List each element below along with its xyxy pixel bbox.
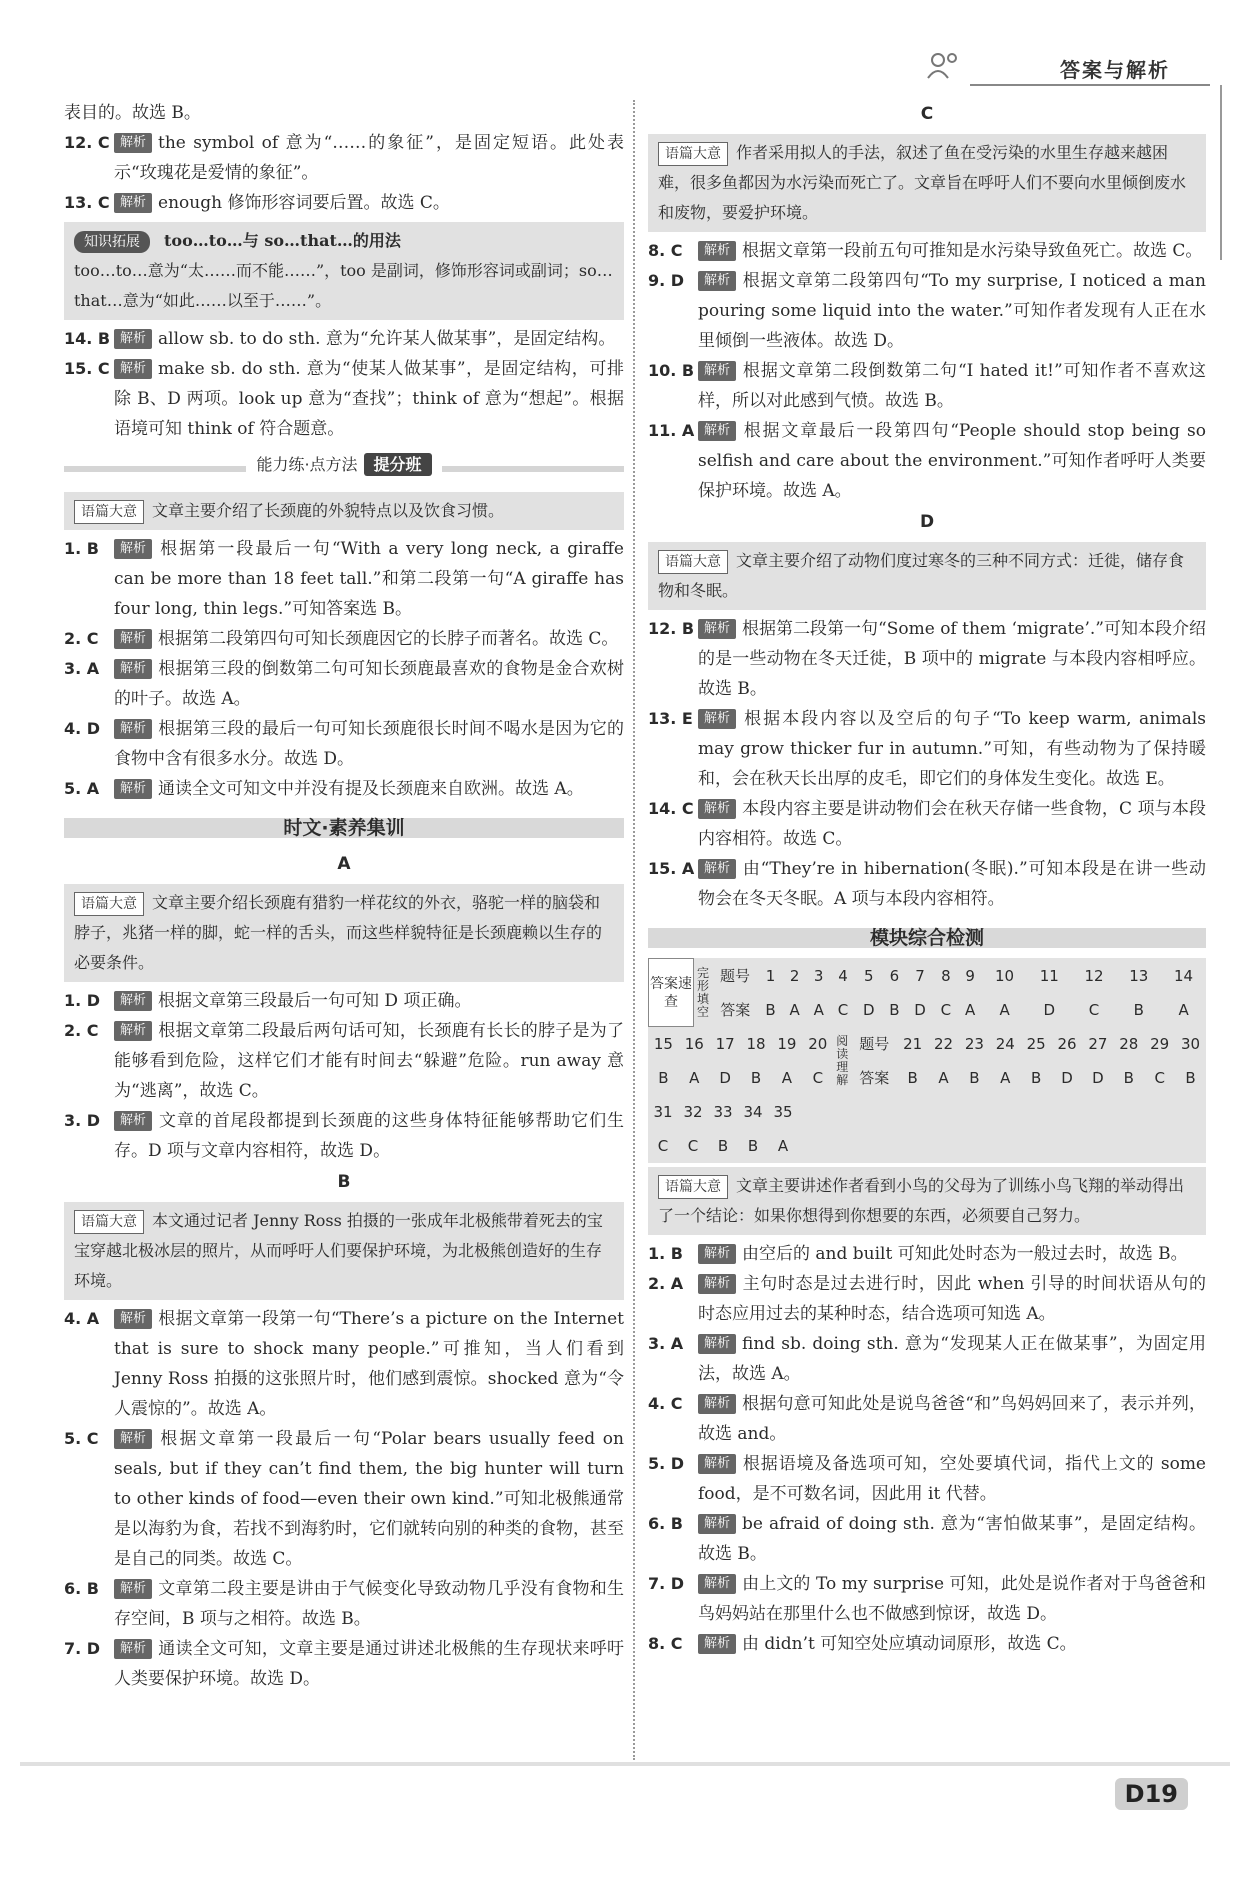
- qnum: 27: [1088, 1035, 1108, 1053]
- jiexi-tag: 解析: [114, 991, 152, 1011]
- answer-item: [648, 854, 1206, 914]
- answer-item: [648, 794, 1206, 854]
- qnum: 2: [789, 966, 800, 985]
- summary-box: [64, 884, 624, 982]
- jiexi-tag: 解析: [698, 1634, 736, 1654]
- summary-tag: 语篇大意: [658, 550, 728, 574]
- qnum-label: 题号: [859, 1035, 890, 1053]
- qnum: 4: [838, 966, 848, 985]
- jiexi-tag: 解析: [114, 1111, 152, 1131]
- qnum: 28: [1119, 1035, 1139, 1053]
- qnum: 23: [964, 1035, 984, 1053]
- jiexi-tag: 解析: [114, 193, 152, 213]
- summary-box: [648, 542, 1206, 610]
- person-icon: [926, 50, 960, 80]
- answer-number: 2. A: [648, 1274, 684, 1293]
- header-rule: [970, 84, 1210, 86]
- reading-label: 阅读理解: [836, 1034, 849, 1087]
- answer-item: [648, 356, 1206, 416]
- section-title: 模块综合检测: [869, 927, 984, 949]
- summary-text: 文章主要介绍了长颈鹿的外貌特点以及饮食习惯。: [152, 501, 505, 520]
- answer-item: [64, 98, 624, 128]
- answer-text: 根据文章第一段第一句“There’s a picture on the Internet that is sure to shock many people.”可推知，当人们看到 Jenny Ross 拍摄的这张照片时，他们感到震惊。shocked 意为“令人震惊的”。故选 A。: [114, 1309, 624, 1419]
- answer-number: 7. D: [648, 1574, 685, 1593]
- jiexi-tag: 解析: [114, 539, 152, 559]
- answer-item: [648, 1329, 1206, 1389]
- part-label: D: [919, 512, 935, 532]
- footer-rule: [20, 1762, 1230, 1766]
- answer-text: be afraid of doing sth. 意为“害怕做某事”，是固定结构。故选 B。: [698, 1514, 1206, 1564]
- answer-text: 根据文章第一段前五句可推知是水污染导致鱼死亡。故选 C。: [742, 241, 1203, 261]
- jiexi-tag: 解析: [698, 1514, 736, 1534]
- qnum: 12: [1084, 966, 1104, 985]
- jiexi-tag: 解析: [114, 659, 152, 679]
- answer-key-label: 答案速查: [650, 975, 692, 1010]
- answer-number: 8. C: [648, 1634, 683, 1653]
- ans: B: [969, 1069, 980, 1087]
- answer-item: [64, 624, 624, 654]
- answer-item: [64, 1634, 624, 1694]
- answer-item: [64, 354, 624, 444]
- ans: A: [781, 1069, 793, 1087]
- answer-number: 1. B: [64, 539, 99, 558]
- answer-number: 11. A: [648, 421, 695, 440]
- qnum: 8: [941, 966, 951, 985]
- qnum: 11: [1039, 966, 1059, 985]
- qnum: 1: [765, 966, 776, 985]
- answer-text: 根据语境及备选项可知，空处要填代词，指代上文的 some food，是不可数名词，因此用 it 代替。: [698, 1454, 1206, 1504]
- ans: B: [907, 1069, 918, 1087]
- jiexi-tag: 解析: [114, 329, 152, 349]
- qnum: 20: [808, 1035, 828, 1053]
- ans: C: [837, 1000, 849, 1019]
- answer-number: 6. B: [648, 1514, 683, 1533]
- ans: C: [940, 1000, 952, 1019]
- jiexi-tag: 解析: [698, 1334, 736, 1354]
- answer-text: the symbol of 意为“……的象征”，是固定短语。此处表示“玫瑰花是爱情的象征”。: [114, 133, 624, 183]
- answer-item: [64, 986, 624, 1016]
- answer-text: 由 didn’t 可知空处应填动词原形，故选 C。: [742, 1634, 1077, 1654]
- answer-text: 主句时态是过去进行时，因此 when 引导的时间状语从句的时态应用过去的某种时态，结合选项可知选 A。: [698, 1274, 1206, 1324]
- answer-number: 2. C: [64, 629, 99, 648]
- ans: B: [1133, 1000, 1144, 1019]
- answer-item: [648, 614, 1206, 704]
- answer-number: 3. D: [64, 1111, 101, 1130]
- qnum: 5: [864, 966, 874, 985]
- answer-text: 表目的。故选 B。: [64, 103, 201, 123]
- answer-number: 10. B: [648, 361, 695, 380]
- answer-number: 3. A: [648, 1334, 684, 1353]
- summary-tag: 语篇大意: [658, 1175, 728, 1199]
- answer-number: 4. C: [648, 1394, 683, 1413]
- answer-item: [64, 1304, 624, 1424]
- answer-number: 12. B: [648, 619, 695, 638]
- summary-tag: 语篇大意: [658, 142, 728, 166]
- answer-text: 根据第三段的倒数第二句可知长颈鹿最喜欢的食物是金合欢树的叶子。故选 A。: [114, 659, 624, 709]
- answer-text: 由“They’re in hibernation(冬眠).”可知本段是在讲一些动物会在冬天冬眠。A 项与本段内容相符。: [698, 859, 1206, 909]
- qnum: 16: [684, 1035, 704, 1053]
- answer-item: [64, 324, 624, 354]
- qnum: 6: [889, 966, 900, 985]
- knowledge-title: too…to…与 so…that…的用法: [164, 231, 401, 250]
- ans: C: [657, 1137, 669, 1155]
- page-header: [910, 40, 1210, 90]
- part-label: A: [337, 854, 351, 874]
- answer-text: 根据第一段最后一句“With a very long neck, a giraffe can be more than 18 feet tall.”和第二段第一句“A giraffe has four long, thin legs.”可知答案选 B。: [114, 539, 624, 619]
- summary-box: [648, 1167, 1206, 1235]
- jiexi-tag: 解析: [114, 133, 152, 153]
- answer-item: [64, 714, 624, 774]
- qnum: 35: [773, 1103, 793, 1121]
- summary-text: 文章主要讲述作者看到小鸟的父母为了训练小鸟飞翔的举动得出了一个结论：如果你想得到你想要的东西，必须要自己努力。: [658, 1176, 1185, 1225]
- section-heading: [648, 918, 1206, 958]
- answer-text: 根据句意可知此处是说鸟爸爸“和”鸟妈妈回来了，表示并列，故选 and。: [698, 1394, 1206, 1444]
- answer-text: 由空后的 and built 可知此处时态为一般过去时，故选 B。: [742, 1244, 1188, 1264]
- header-title: 答案与解析: [1060, 58, 1170, 82]
- jiexi-tag: 解析: [698, 1574, 736, 1594]
- answer-item: [648, 266, 1206, 356]
- jiexi-tag: 解析: [114, 1309, 152, 1329]
- summary-text: 文章主要介绍了动物们度过寒冬的三种不同方式：迁徙，储存食物和冬眠。: [658, 551, 1185, 600]
- answer-number: 2. C: [64, 1021, 99, 1040]
- answer-text: 根据文章最后一段第四句“People should stop being so selfish and care about the environment.”可知作者呼吁人类要保护环境。故选 A。: [698, 421, 1206, 501]
- jiexi-tag: 解析: [114, 719, 152, 739]
- jiexi-tag: 解析: [114, 1579, 152, 1599]
- answer-item: [648, 704, 1206, 794]
- summary-tag: 语篇大意: [74, 500, 144, 524]
- ans: A: [999, 1000, 1010, 1019]
- answer-text: 根据文章第三段最后一句可知 D 项正确。: [158, 991, 472, 1011]
- section-label: 能力练·点方法: [256, 455, 358, 474]
- answer-item: [648, 1509, 1206, 1569]
- ans: A: [813, 1000, 824, 1019]
- ans: C: [1088, 1000, 1100, 1019]
- ans: B: [1185, 1069, 1196, 1087]
- part-label: C: [920, 104, 934, 124]
- qnum: 18: [746, 1035, 766, 1053]
- answer-text: allow sb. to do sth. 意为“允许某人做某事”，是固定结构。: [158, 329, 616, 349]
- ans: B: [765, 1000, 776, 1019]
- jiexi-tag: 解析: [698, 421, 736, 441]
- qnum: 15: [653, 1035, 673, 1053]
- answer-number: 7. D: [64, 1639, 101, 1658]
- ans: A: [965, 1000, 976, 1019]
- qnum: 19: [777, 1035, 797, 1053]
- ans: B: [1123, 1069, 1134, 1087]
- summary-box: [64, 1202, 624, 1300]
- qnum: 14: [1174, 966, 1194, 985]
- answer-text: find sb. doing sth. 意为“发现某人正在做某事”，为固定用法，故选 A。: [698, 1334, 1206, 1384]
- answer-text: 通读全文可知，文章主要是通过讲述北极熊的生存现状来呼吁人类要保护环境。故选 D。: [114, 1639, 624, 1689]
- answer-item: [648, 1389, 1206, 1449]
- answer-text: 根据文章第二段最后两句话可知，长颈鹿有长长的脖子是为了能够看到危险，这样它们才能有时间去“躲避”危险。run away 意为“逃离”，故选 C。: [114, 1021, 624, 1101]
- qnum: 32: [683, 1103, 703, 1121]
- answer-number: 15. C: [64, 359, 110, 378]
- ans: B: [747, 1137, 759, 1155]
- answer-item: [648, 236, 1206, 266]
- ans: B: [1031, 1069, 1042, 1087]
- qnum: 31: [653, 1103, 673, 1121]
- answer-text: 根据文章第一段最后一句“Polar bears usually feed on seals, but if they can’t find them, the big hunter will turn to other kinds of food—even their own kind.”可知北极熊通常是以海豹为食，若找不到海豹时，它们就转向别的种类的食物，甚至是自己的同类。故选 C。: [114, 1429, 624, 1569]
- jiexi-tag: 解析: [698, 1274, 736, 1294]
- answer-number: 6. B: [64, 1579, 99, 1598]
- answer-text: 根据本段内容以及空后的句子“To keep warm, animals may grow thicker fur in autumn.”可知，有些动物为了保持暖和，会在秋天长出厚的皮毛，即它们的身体发生变化。故选 E。: [698, 709, 1206, 789]
- answer-number: 9. D: [648, 271, 685, 290]
- ans: A: [789, 1000, 800, 1019]
- ans: A: [1178, 1000, 1189, 1019]
- jiexi-tag: 解析: [114, 629, 152, 649]
- ans-label: 答案: [720, 1000, 751, 1019]
- answer-item: [648, 1629, 1206, 1659]
- ans: B: [750, 1069, 762, 1087]
- answer-number: 14. B: [64, 329, 111, 348]
- qnum: 29: [1150, 1035, 1170, 1053]
- summary-text: 文章主要介绍长颈鹿有猎豹一样花纹的外衣，骆驼一样的脑袋和脖子，兆猪一样的脚，蛇一样的舌头，而这些样貌特征是长颈鹿赖以生存的必要条件。: [74, 893, 603, 972]
- jiexi-tag: 解析: [698, 619, 736, 639]
- ans: B: [658, 1069, 669, 1087]
- jiexi-tag: 解析: [114, 1429, 152, 1449]
- cloze-label: 完形填空: [696, 965, 709, 1019]
- answer-text: 根据第二段第四句可知长颈鹿因它的长脖子而著名。故选 C。: [158, 629, 619, 649]
- answer-item: [648, 416, 1206, 506]
- answer-item: [648, 1239, 1206, 1269]
- jiexi-tag: 解析: [698, 859, 736, 879]
- jiexi-tag: 解析: [698, 271, 736, 291]
- ans: A: [689, 1069, 700, 1087]
- ans: D: [914, 1000, 926, 1019]
- qnum: 25: [1026, 1035, 1046, 1053]
- ans: D: [1061, 1069, 1073, 1087]
- qnum: 33: [713, 1103, 733, 1121]
- answer-item: [64, 654, 624, 714]
- ans: C: [812, 1069, 824, 1087]
- left-column: [64, 98, 624, 1694]
- part-label: B: [337, 1172, 351, 1192]
- answer-item: [64, 1424, 624, 1574]
- qnum: 10: [995, 966, 1015, 985]
- answer-text: 根据第三段的最后一句可知长颈鹿很长时间不喝水是因为它的食物中含有很多水分。故选 D。: [114, 719, 624, 769]
- answer-text: 由上文的 To my surprise 可知，此处是说作者对于鸟爸爸和鸟妈妈站在那里什么也不做感到惊讶，故选 D。: [698, 1574, 1206, 1624]
- ans: D: [1043, 1000, 1056, 1019]
- answer-item: [64, 1574, 624, 1634]
- column-divider: [633, 100, 635, 1760]
- jiexi-tag: 解析: [698, 1244, 736, 1264]
- answer-text: 根据文章第二段倒数第二句“I hated it!”可知作者不喜欢这样，所以对此感到气愤。故选 B。: [698, 361, 1206, 411]
- answer-text: 本段内容主要是讲动物们会在秋天存储一些食物，C 项与本段内容相符。故选 C。: [698, 799, 1206, 849]
- knowledge-text: too…to…意为“太……而不能……”，too 是副词，修饰形容词或副词；so…that…意为“如此……以至于……”。: [74, 261, 613, 310]
- jiexi-tag: 解析: [114, 1021, 152, 1041]
- summary-tag: 语篇大意: [74, 892, 144, 916]
- answer-item: [64, 188, 624, 218]
- answer-number: 4. D: [64, 719, 101, 738]
- answer-number: 4. A: [64, 1309, 100, 1328]
- answer-text: enough 修饰形容词要后置。故选 C。: [158, 193, 450, 213]
- ans: B: [717, 1137, 729, 1155]
- qnum: 7: [915, 966, 925, 985]
- qnum: 26: [1057, 1035, 1077, 1053]
- answer-number: 5. D: [648, 1454, 685, 1473]
- knowledge-tag: 知识拓展: [74, 231, 150, 253]
- section-heading: [64, 808, 624, 848]
- ans: D: [719, 1069, 731, 1087]
- qnum: 22: [934, 1035, 954, 1053]
- ans: D: [1092, 1069, 1104, 1087]
- qnum: 13: [1129, 966, 1149, 985]
- answer-number: 5. C: [64, 1429, 99, 1448]
- section-badge: 提分班: [364, 453, 432, 476]
- ans-label: 答案: [859, 1069, 890, 1087]
- answer-number: 13. C: [64, 193, 110, 212]
- page-number: D19: [1115, 1778, 1188, 1810]
- ans: C: [687, 1137, 699, 1155]
- section-title: 时文·素养集训: [283, 817, 405, 839]
- jiexi-tag: 解析: [698, 241, 736, 261]
- margin-rule: [1220, 85, 1222, 260]
- section-heading: [64, 450, 624, 486]
- answer-number: 12. C: [64, 133, 110, 152]
- answer-item: [64, 128, 624, 188]
- jiexi-tag: 解析: [698, 1394, 736, 1414]
- jiexi-tag: 解析: [698, 361, 736, 381]
- answer-text: 文章第二段主要是讲由于气候变化导致动物几乎没有食物和生存空间，B 项与之相符。故选 B。: [114, 1579, 624, 1629]
- answer-item: [64, 1106, 624, 1166]
- qnum: 3: [813, 966, 824, 985]
- answer-number: 5. A: [64, 779, 100, 798]
- jiexi-tag: 解析: [114, 779, 152, 799]
- answer-item: [64, 534, 624, 624]
- ans: A: [777, 1137, 789, 1155]
- answer-number: 15. A: [648, 859, 695, 878]
- answer-text: 根据文章第二段第四句“To my surprise, I noticed a man pouring some liquid into the water.”可知作者发现有人正在水里倾倒一些液体。故选 D。: [698, 271, 1206, 351]
- answer-item: [64, 1016, 624, 1106]
- answer-number: 14. C: [648, 799, 694, 818]
- answer-number: 8. C: [648, 241, 683, 260]
- summary-text: 本文通过记者 Jenny Ross 拍摄的一张成年北极熊带着死去的宝宝穿越北极冰层的照片，从而呼吁人们要保护环境，为北极熊创造好的生存环境。: [74, 1211, 603, 1290]
- answer-number: 13. E: [648, 709, 693, 728]
- jiexi-tag: 解析: [114, 359, 152, 379]
- jiexi-tag: 解析: [698, 709, 736, 729]
- ans: A: [938, 1069, 949, 1087]
- answer-text: 文章的首尾段都提到长颈鹿的这些身体特征能够帮助它们生存。D 项与文章内容相符，故选 D。: [114, 1111, 624, 1161]
- jiexi-tag: 解析: [698, 1454, 736, 1474]
- right-column: [648, 98, 1206, 1659]
- answer-item: [648, 1449, 1206, 1509]
- summary-box: [648, 134, 1206, 232]
- answer-item: [64, 774, 624, 804]
- answer-text: 通读全文可知文中并没有提及长颈鹿来自欧洲。故选 A。: [158, 779, 584, 799]
- qnum: 24: [995, 1035, 1015, 1053]
- summary-text: 作者采用拟人的手法，叙述了鱼在受污染的水里生存越来越困难，很多鱼都因为水污染而死亡了。文章旨在呼吁人们不要向水里倾倒废水和废物，要爱护环境。: [658, 143, 1187, 222]
- answer-item: [648, 1269, 1206, 1329]
- ans: D: [863, 1000, 875, 1019]
- ans: C: [1154, 1069, 1165, 1087]
- jiexi-tag: 解析: [698, 799, 736, 819]
- summary-tag: 语篇大意: [74, 1210, 144, 1234]
- ans: A: [1000, 1069, 1011, 1087]
- summary-box: [64, 492, 624, 530]
- jiexi-tag: 解析: [114, 1639, 152, 1659]
- answer-key-table: [648, 958, 1206, 1163]
- ans: B: [889, 1000, 900, 1019]
- answer-number: 1. B: [648, 1244, 683, 1263]
- qnum: 9: [965, 966, 975, 985]
- qnum: 17: [715, 1035, 735, 1053]
- answer-text: make sb. do sth. 意为“使某人做某事”，是固定结构，可排除 B、D 两项。look up 意为“查找”；think of 意为“想起”。根据语境可知 think of 符合题意。: [114, 359, 624, 439]
- answer-item: [648, 1569, 1206, 1629]
- qnum: 30: [1181, 1035, 1201, 1053]
- qnum: 34: [743, 1103, 763, 1121]
- qnum: 21: [903, 1035, 923, 1053]
- answer-number: 1. D: [64, 991, 101, 1010]
- qnum-label: 题号: [719, 966, 750, 985]
- knowledge-box: [64, 222, 624, 320]
- answer-text: 根据第二段第一句“Some of them ‘migrate’.”可知本段介绍的是一些动物在冬天迁徙，B 项中的 migrate 与本段内容相呼应。故选 B。: [698, 619, 1206, 699]
- answer-number: 3. A: [64, 659, 100, 678]
